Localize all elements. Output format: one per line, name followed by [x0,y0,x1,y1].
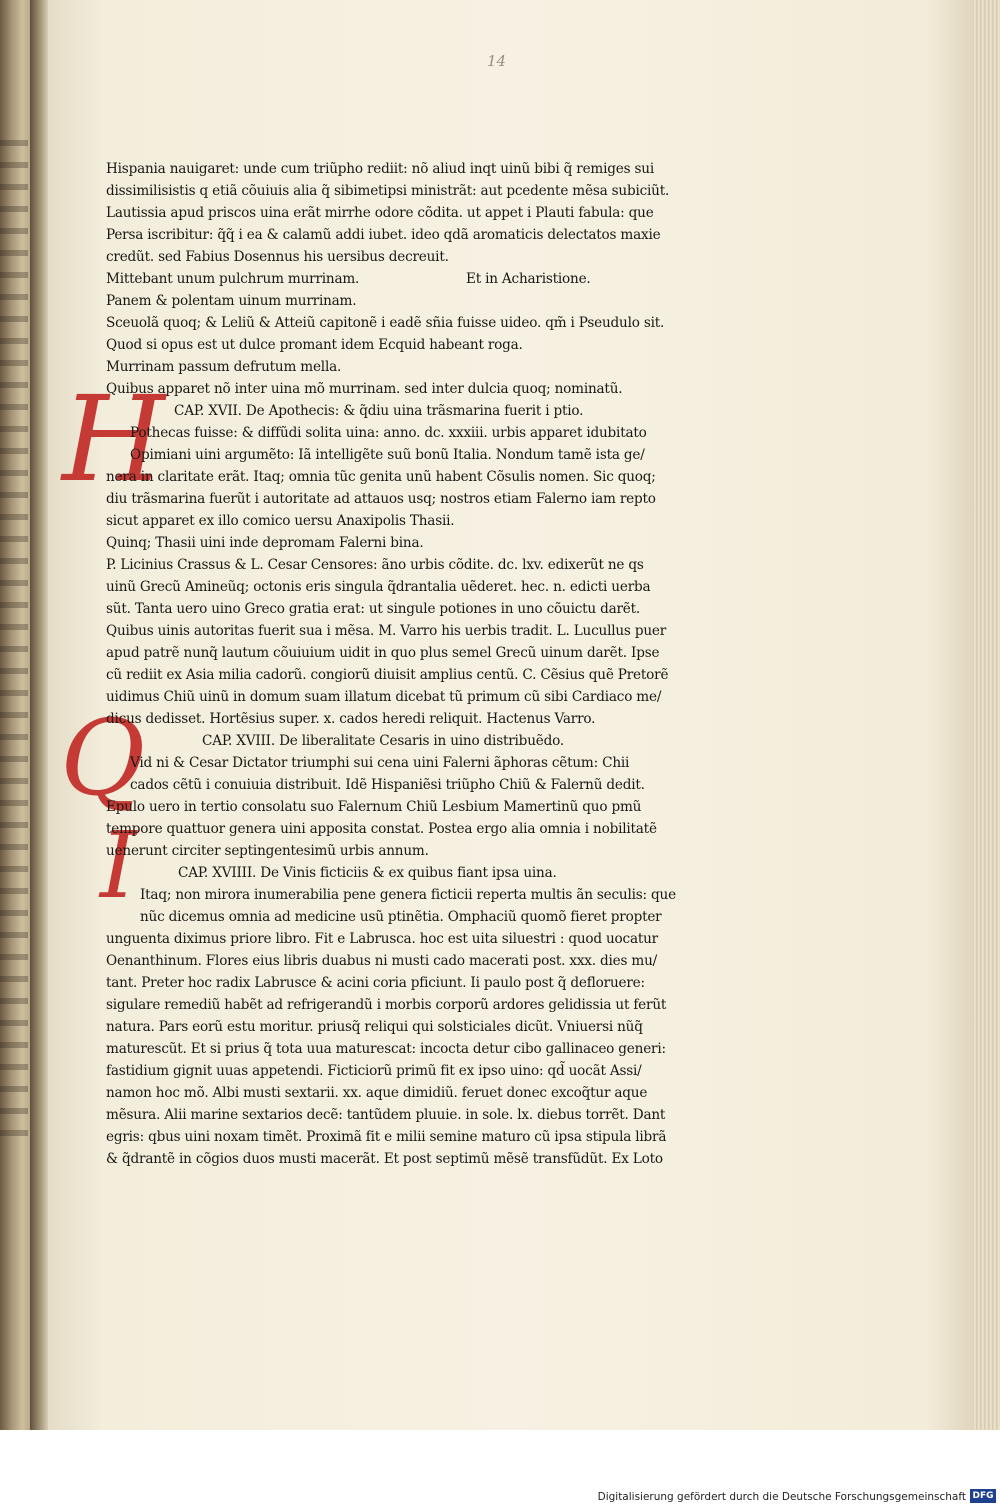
text-line: Persa iscribitur: q̃q̃ i ea & calamũ addi iubet. ideo qdã aromaticis delectatos maxie [106,227,661,243]
text-line: cados cẽtũ i conuiuia distribuit. Idẽ Hispaniẽsi triũpho Chiũ & Falernũ dedit. [130,777,645,793]
text-line: Itaq; non mirora inumerabilia pene genera ficticii reperta multis ãn seculis: que [140,887,676,903]
text-line: Pothecas fuisse: & diffũdi solita uina: anno. dc. xxxiii. urbis apparet idubitato [130,425,647,441]
initial-h-rubricated: H [62,370,165,508]
initial-i-rubricated: I [100,812,137,919]
text-line: Sceuolã quoq; & Leliũ & Atteiũ capitonẽ i eadẽ sñia fuisse uideo. qm̃ i Pseudulo sit. [106,315,665,331]
text-line: Vid ni & Cesar Dictator triumphi sui cena uini Falerni ãphoras cẽtum: Chii [130,755,630,771]
text-line: apud patrẽ nunq̃ lautum cõuiuium uidit in quo plus semel Grecũ uinum darẽt. Ipse [106,645,660,661]
text-line: sicut apparet ex illo comico uersu Anaxipolis Thasii. [106,513,455,529]
text-line: uidimus Chiũ uinũ in domum suam illatum dicebat tũ primum cũ sibi Cardiaco me/ [106,689,662,705]
text-line: Panem & polentam uinum murrinam. [106,293,357,309]
text-line: tant. Preter hoc radix Labrusce & acini coria pficiunt. Ii paulo post q̃ defloruere: [106,975,645,991]
chapter-heading-18: CAP. XVIII. De liberalitate Cesaris in uino distribuẽdo. [202,733,564,749]
page-fore-edge [973,0,1000,1430]
dfg-logo: DFG [970,1489,996,1503]
initial-q-rubricated: Q [60,697,146,819]
page-number: 14 [487,52,507,70]
text-line: Quibus apparet nõ inter uina mõ murrinam. sed inter dulcia quoq; nominatũ. [106,381,623,397]
text-line: egris: qbus uini noxam timẽt. Proximã fit e milii semine maturo cũ ipsa stipula librã [106,1129,667,1145]
text-line: natura. Pars eorũ estu moritur. priusq̃ reliqui qui solsticiales dicũt. Vniuersi nũq̃ [106,1019,643,1035]
text-line: P. Licinius Crassus & L. Cesar Censores: ãno urbis cõdite. dc. lxv. edixerũt ne qs [106,557,644,573]
text-line: namon hoc mõ. Albi musti sextarii. xx. aque dimidiũ. feruet donec excoq̃tur aque [106,1085,648,1101]
left-page-edge [0,0,30,1430]
verse-right: Et in Acharistione. [466,271,591,287]
text-column [106,158,746,1170]
text-line: credũt. sed Fabius Dosennus his uersibus decreuit. [106,249,449,265]
text-line: sũt. Tanta uero uino Greco gratia erat: ut singule potiones in uno cõuictu darẽt. [106,601,641,617]
verse-left: Mittebant unum pulchrum murrinam. [106,271,360,287]
text-line: dissimilisistis q etiã cõuiuis alia q̃ sibimetipsi ministrãt: aut pcedente mẽsa subiciũt. [106,183,670,199]
text-line: tempore quattuor genera uini apposita constat. Postea ergo alia omnia i nobilitatẽ [106,821,657,837]
text-line: nũc dicemus omnia ad medicine usũ ptinẽtia. Omphaciũ quomõ fieret propter [140,909,662,925]
text-line: Epulo uero in tertio consolatu suo Falernum Chiũ Lesbium Mamertinũ quo pmũ [106,799,642,815]
text-line [106,268,746,290]
text-line: & q̃drantẽ in cõgios duos musti macerãt. Et post septimũ mẽsẽ transfũdũt. Ex Loto [106,1151,663,1167]
text-line: Quod si opus est ut dulce promant idem Ecquid habeant roga. [106,337,523,353]
book-gutter [30,0,48,1430]
text-line: Opimiani uini argumẽto: Iã intelligẽte suũ bonũ Italia. Nondum tamẽ ista ge/ [130,447,645,463]
text-line: uinũ Grecũ Amineũq; octonis eris singula q̃drantalia uẽderet. hec. n. edicti uerba [106,579,651,595]
chapter-heading-17: CAP. XVII. De Apothecis: & q̃diu uina trãsmarina fuerit i ptio. [174,403,584,419]
text-line: Hispania nauigaret: unde cum triũpho rediit: nõ aliud inqt uinũ bibi q̃ remiges sui [106,161,654,177]
text-line: Murrinam passum defrutum mella. [106,359,342,375]
text-line: fastidium gignit uuas appetendi. Ficticiorũ primũ fit ex ipso uino: qd̃ uocãt Assi/ [106,1063,642,1079]
text-line: unguenta diximus priore libro. Fit e Labrusca. hoc est uita siluestri : quod uocatur [106,931,658,947]
text-line: Lautissia apud priscos uina erãt mirrhe odore cõdita. ut appet i Plauti fabula: que [106,205,654,221]
chapter-heading-19: CAP. XVIIII. De Vinis ficticiis & ex quibus fiant ipsa uina. [178,865,557,881]
text-line: nera in claritate erãt. Itaq; omnia tũc genita unũ habent Cõsulis nomen. Sic quoq; [106,469,656,485]
text-line: maturescũt. Et si prius q̃ tota uua maturescat: incocta detur cibo gallinaceo generi: [106,1041,666,1057]
text-line: uenerunt circiter septingentesimũ urbis annum. [106,843,429,859]
text-line: Quibus uinis autoritas fuerit sua i mẽsa. M. Varro his uerbis tradit. L. Lucullus puer [106,623,667,639]
text-line: Quinq; Thasii uini inde depromam Falerni bina. [106,535,424,551]
text-line: Oenanthinum. Flores eius libris duabus ni musti cado macerati post. xxx. dies mu/ [106,953,658,969]
text-line: sigulare remediũ habẽt ad refrigerandũ i morbis corporũ ardores gelidissia ut ferũt [106,997,667,1013]
text-line: diu trãsmarina fuerũt i autoritate ad attauos usq; nostros etiam Falerno iam repto [106,491,656,507]
text-line: dicus dedisset. Hortẽsius super. x. cados heredi reliquit. Hactenus Varro. [106,711,596,727]
text-line: mẽsura. Alii marine sextarios decẽ: tantũdem pluuie. in sole. lx. diebus torrẽt. Dant [106,1107,666,1123]
left-page-text-fragments [0,140,28,1140]
funding-credit: Digitalisierung gefördert durch die Deutsche Forschungsgemeinschaft [597,1491,966,1503]
text-line: cũ rediit ex Asia milia cadorũ. congiorũ diuisit amplius centũ. C. Cẽsius quẽ Pretorẽ [106,667,669,683]
